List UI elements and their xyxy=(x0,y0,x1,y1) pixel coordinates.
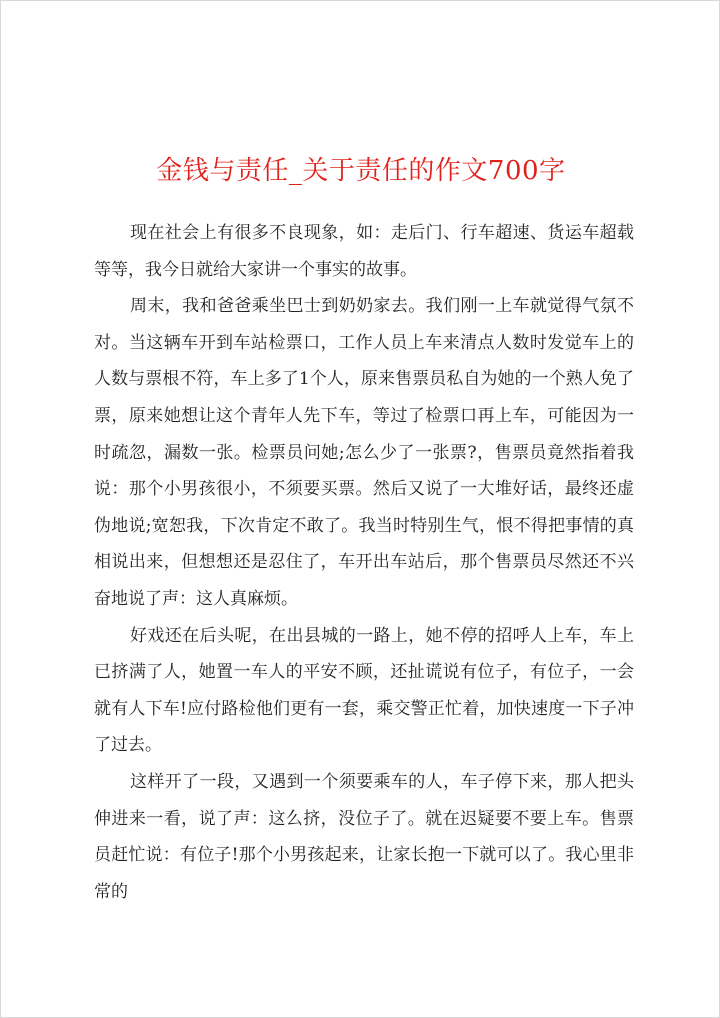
paragraph-4: 这样开了一段，又遇到一个须要乘车的人，车子停下来，那人把头伸进来一看，说了声：这么挤，没位子了。就在迟疑要不要上车。售票员赶忙说：有位子!那个小男孩起来，让家长抱一下就可以了。我心里非常的 xyxy=(94,771,634,902)
paragraph-2: 周末，我和爸爸乘坐巴士到奶奶家去。我们刚一上车就觉得气氛不对。当这辆车开到车站检票口，工作人员上车来清点人数时发觉车上的人数与票根不符，车上多了1个人，原来售票员私自为她的一个熟人免了票，原来她想让这个青年人先下车，等过了检票口再上车，可能因为一时疏忽，漏数一张。检票员问她;怎么少了一张票?，售票员竟然指着我说：那个小男孩很小，不须要买票。然后又说了一大堆好话，最终还虚伪地说;宽恕我，下次肯定不敢了。我当时特别生气，恨不得把事情的真相说出来，但想想还是忍住了，车开出车站后，那个售票员尽然还不兴奋地说了声：这人真麻烦。 xyxy=(94,296,634,609)
document-title: 金钱与责任_关于责任的作文700字 xyxy=(156,156,566,186)
document-body xyxy=(94,215,634,910)
paragraph-1: 现在社会上有很多不良现象，如：走后门、行车超速、货运车超载等等，我今日就给大家讲一个事实的故事。 xyxy=(94,223,634,280)
paragraph-3: 好戏还在后头呢，在出县城的一路上，她不停的招呼人上车，车上已挤满了人，她置一车人的平安不顾，还扯谎说有位子，有位子，一会就有人下车!应付路检他们更有一套，乘交警正忙着，加快速度一下子冲了过去。 xyxy=(94,625,634,756)
